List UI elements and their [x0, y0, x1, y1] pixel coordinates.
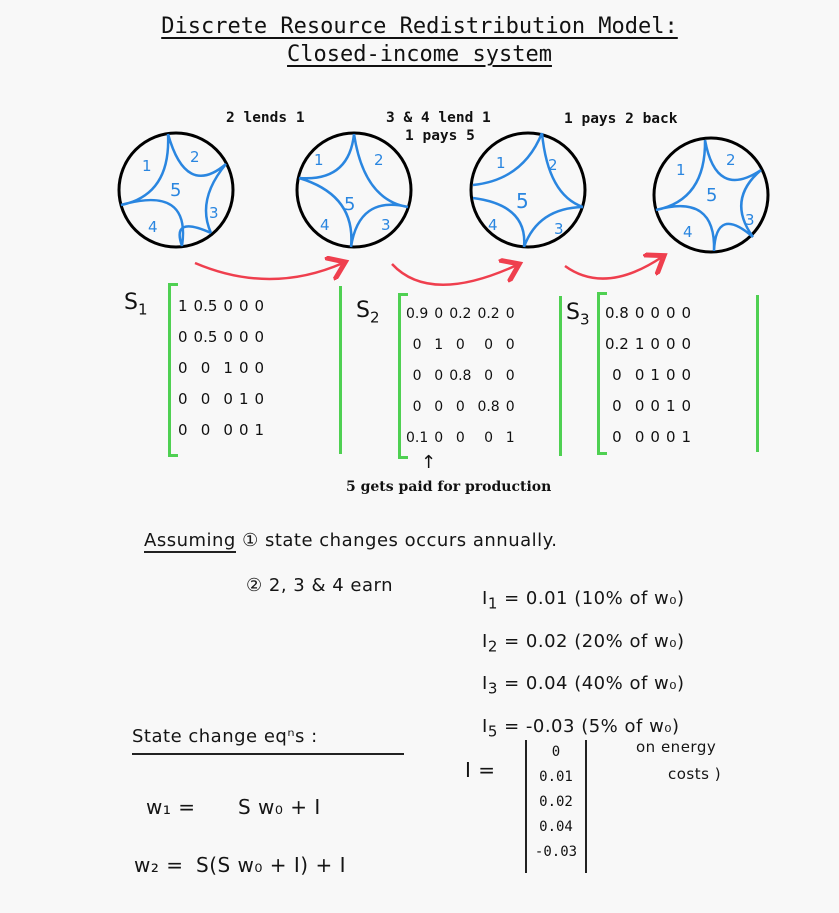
- matrix-cell: 0: [434, 429, 444, 446]
- node-label-4: 4: [320, 216, 330, 234]
- matrix-cell: 0: [178, 420, 188, 439]
- income-row: $I_1 = 0.01$ (10% of w₀): [482, 588, 685, 613]
- state-caption-4: 1 pays 2 back: [564, 111, 678, 127]
- matrix-cell: 1: [254, 420, 265, 439]
- assumption-2-text: 2, 3 & 4 earn: [268, 575, 393, 596]
- matrix-cell: 0: [612, 427, 622, 446]
- assumption-1-text: state changes occurs annually.: [264, 530, 558, 551]
- matrix-cell: 0: [200, 389, 211, 408]
- node-label-2: 2: [190, 148, 200, 166]
- node-label-3: 3: [554, 220, 564, 238]
- node-label-2: 2: [374, 151, 384, 169]
- equation-2-rhs: S(S w₀ + I) + I: [196, 853, 346, 877]
- matrix-cell: 0: [612, 396, 622, 415]
- matrix-cell: 0: [254, 389, 265, 408]
- matrix-cell: 0: [434, 305, 444, 322]
- matrix-cell: 0: [612, 365, 622, 384]
- energy-note-line2: costs ): [668, 765, 722, 783]
- matrix-cell: 0: [650, 427, 660, 446]
- matrix-cell: 0: [412, 398, 422, 415]
- matrix-cell: 0.2: [449, 305, 472, 322]
- matrix-row: [602, 421, 694, 452]
- matrix-cell: 0: [434, 367, 444, 384]
- matrix-cell: 0: [254, 358, 265, 377]
- matrix-row: [175, 290, 267, 321]
- matrix-cell: 0: [238, 327, 249, 346]
- matrix-cell: 0: [505, 398, 515, 415]
- node-label-3: 3: [745, 211, 755, 229]
- matrix-cell: 0: [681, 365, 692, 384]
- node-label-4: 4: [148, 218, 158, 236]
- state-diagrams: [0, 0, 839, 300]
- annotation-text: 5 gets paid for production: [346, 479, 552, 495]
- matrix-cell: 1: [178, 296, 188, 315]
- matrix-cell: 1: [650, 365, 660, 384]
- matrix-cell: 0: [484, 336, 494, 353]
- state-caption-3b: 1 pays 5: [405, 128, 475, 144]
- state-circle-1: [119, 133, 233, 247]
- node-label-2: 2: [548, 156, 558, 174]
- matrix-cell: 0: [223, 296, 233, 315]
- equation-1-lhs: w₁ =: [146, 795, 196, 819]
- matrix-cell: 0: [200, 358, 211, 377]
- node-label-3: 3: [209, 204, 219, 222]
- state-circle-2: [297, 133, 411, 247]
- transition-arrow-2: [392, 264, 517, 285]
- matrix-cell: 0: [634, 396, 645, 415]
- matrix-row: [602, 390, 694, 421]
- income-row: $I_2 = 0.02$ (20% of w₀): [482, 630, 685, 656]
- assumption-2-marker: ②: [246, 575, 263, 596]
- matrix-row: [403, 329, 518, 360]
- state-caption-1: 2 lends 1: [226, 110, 305, 126]
- matrix-cell: 0: [455, 398, 465, 415]
- matrix-cell: 0: [238, 358, 249, 377]
- matrix-cell: 0: [178, 358, 188, 377]
- equation-1-rhs: S w₀ + I: [238, 795, 321, 819]
- node-label-1: 1: [496, 154, 506, 172]
- vector-entry: 0.04: [539, 819, 573, 835]
- node-label-5: 5: [170, 180, 182, 201]
- matrix-cell: 1: [223, 358, 233, 377]
- state-circle-3: [471, 133, 585, 247]
- matrix-cell: 0: [412, 367, 422, 384]
- matrix-cell: 0: [665, 427, 676, 446]
- matrix-row: [403, 391, 518, 422]
- equation-2-lhs: w₂ =: [134, 853, 184, 877]
- matrix-cell: 0: [484, 367, 494, 384]
- node-label-1: 1: [676, 161, 686, 179]
- matrix-cell: 0: [634, 427, 645, 446]
- matrix-cell: 0: [665, 365, 676, 384]
- state-circle-4: [654, 138, 768, 252]
- matrix-cell: 0: [223, 420, 233, 439]
- matrix-cell: 0: [254, 327, 265, 346]
- node-label-5: 5: [706, 185, 718, 206]
- income-row: $I_5 = -0.03$ (5% of w₀): [482, 715, 680, 741]
- matrix-label-s1: $S_1$: [124, 290, 148, 319]
- matrix-row: [175, 383, 267, 414]
- matrix-cell: 0: [681, 303, 692, 322]
- matrix-row: [602, 328, 694, 359]
- state-change-heading: State change eqⁿs :: [132, 726, 404, 755]
- matrix-cell: 0.2: [477, 305, 500, 322]
- transition-arrow-3: [565, 257, 662, 279]
- node-label-5: 5: [344, 194, 356, 215]
- node-label-4: 4: [488, 216, 498, 234]
- vector-entry: 0.01: [539, 769, 573, 785]
- matrix-cell: 0: [650, 303, 660, 322]
- matrix-cell: 0: [665, 303, 676, 322]
- matrix-cell: 1: [505, 429, 515, 446]
- assumptions-heading: Assuming: [144, 530, 236, 551]
- node-label-5: 5: [516, 189, 529, 213]
- matrix-cell: 0.8: [477, 398, 500, 415]
- node-label-1: 1: [142, 157, 152, 175]
- transition-arrow-1: [195, 263, 343, 279]
- matrix-cell: 0: [650, 396, 660, 415]
- matrix-label-s3: $S_3$: [566, 300, 590, 329]
- matrix-row: [175, 352, 267, 383]
- node-label-4: 4: [683, 223, 693, 241]
- matrix-cell: 0: [238, 296, 249, 315]
- matrix-row: [403, 422, 518, 453]
- node-label-3: 3: [381, 216, 391, 234]
- income-vector: [525, 740, 587, 873]
- page-subtitle: Closed-income system: [287, 42, 552, 67]
- matrix-cell: 0.5: [193, 296, 218, 315]
- matrix-cell: 0.9: [406, 305, 429, 322]
- matrix-cell: 1: [681, 427, 692, 446]
- matrix-cell: 1: [434, 336, 444, 353]
- income-row: $I_3 = 0.04$ (40% of w₀): [482, 673, 685, 698]
- matrix-row: [175, 321, 267, 352]
- matrix-cell: 0: [505, 336, 515, 353]
- income-vector-label: I =: [465, 758, 496, 782]
- state-caption-3: 3 & 4 lend 1: [386, 110, 491, 126]
- matrix-s2: [398, 296, 562, 456]
- page-title: Discrete Resource Redistribution Model:: [161, 14, 678, 39]
- vector-entry: 0: [551, 744, 561, 760]
- matrix-row: [602, 359, 694, 390]
- matrix-cell: 0: [223, 389, 233, 408]
- matrix-cell: 0: [434, 398, 444, 415]
- matrix-cell: 0: [455, 336, 465, 353]
- matrix-cell: 0: [178, 389, 188, 408]
- matrix-cell: 0.5: [193, 327, 218, 346]
- matrix-row: [175, 414, 267, 445]
- matrix-cell: 1: [665, 396, 676, 415]
- matrix-s1: [168, 286, 342, 454]
- matrix-cell: 0: [412, 336, 422, 353]
- matrix-cell: 0: [650, 334, 660, 353]
- vector-entry: 0.02: [539, 794, 573, 810]
- energy-note-line1: on energy: [636, 738, 717, 756]
- matrix-cell: 0: [505, 305, 515, 322]
- matrix-cell: 0.1: [406, 429, 429, 446]
- matrix-cell: 0: [455, 429, 465, 446]
- matrix-cell: 0: [665, 334, 676, 353]
- matrix-cell: 0.8: [449, 367, 472, 384]
- matrix-cell: 0: [254, 296, 265, 315]
- income-list: [482, 580, 685, 750]
- matrix-cell: 0: [200, 420, 211, 439]
- matrix-cell: 0: [634, 365, 645, 384]
- matrix-cell: 0.2: [605, 334, 629, 353]
- matrix-cell: 0: [223, 327, 233, 346]
- matrix-s3: [597, 295, 759, 452]
- matrix-cell: 0: [178, 327, 188, 346]
- matrix-row: [403, 298, 518, 329]
- matrix-row: [403, 360, 518, 391]
- matrix-cell: 0: [484, 429, 494, 446]
- assumption-1-marker: ①: [242, 530, 259, 551]
- matrix-cell: 0: [681, 396, 692, 415]
- matrix-row: [602, 297, 694, 328]
- vector-entry: -0.03: [534, 844, 578, 860]
- matrix-cell: 1: [634, 334, 645, 353]
- matrix-cell: 0: [634, 303, 645, 322]
- matrix-cell: 0.8: [605, 303, 629, 322]
- matrix-cell: 0: [681, 334, 692, 353]
- matrix-cell: 0: [238, 420, 249, 439]
- node-label-1: 1: [314, 151, 324, 169]
- matrix-label-s2: $S_2$: [356, 298, 380, 327]
- node-label-2: 2: [726, 151, 736, 169]
- up-arrow-icon: ↑: [421, 452, 437, 473]
- matrix-cell: 1: [238, 389, 249, 408]
- matrix-cell: 0: [505, 367, 515, 384]
